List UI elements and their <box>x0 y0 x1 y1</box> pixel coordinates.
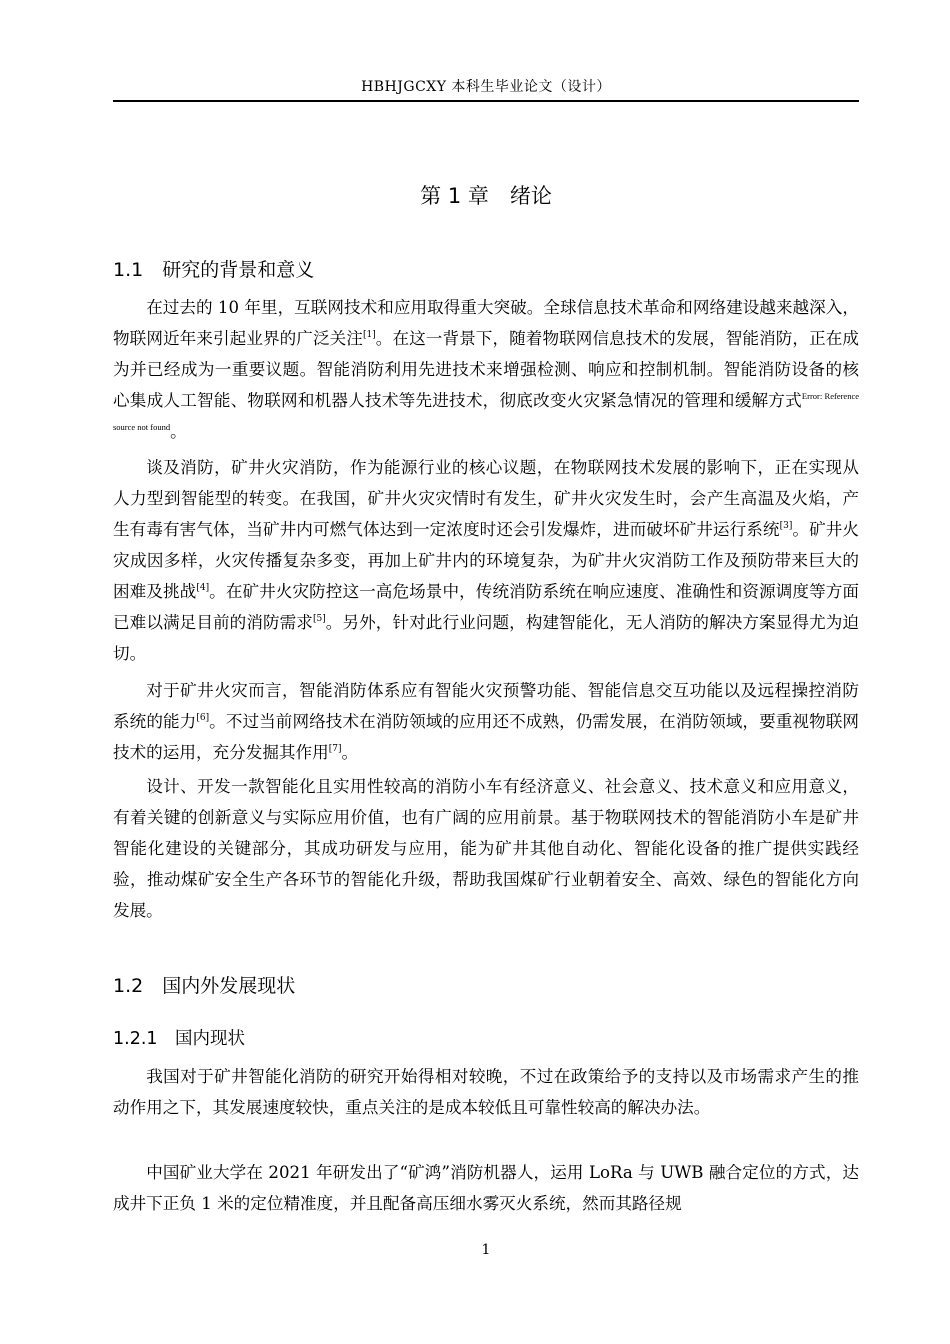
paragraph-3 <box>113 675 859 768</box>
citation: [6] <box>196 713 210 723</box>
paragraph-6: 中国矿业大学在 2021 年研发出了“矿鸿”消防机器人，运用 LoRa 与 UWB 融合定位的方式，达成井下正负 1 米的定位精准度，并且配备高压细水雾灭火系统，然而其路径规 <box>113 1163 859 1213</box>
citation: [5] <box>312 614 326 624</box>
reference-error: Error: Reference source not found <box>113 391 859 432</box>
paragraph-2 <box>113 452 859 669</box>
subsection-number: 1.2.1 <box>113 1029 158 1049</box>
running-header: HBHJGCXY 本科生毕业论文（设计） <box>361 79 611 95</box>
paragraph-text: 。 <box>341 743 359 762</box>
paragraph-1 <box>113 292 859 447</box>
section-heading-1-2 <box>113 971 295 998</box>
paragraph-text: 对于矿井火灾而言，智能消防体系应有智能火灾预警功能、智能信息交互功能以及远程操控消防系统的能力 <box>113 681 859 731</box>
paragraph-4: 设计、开发一款智能化且实用性较高的消防小车有经济意义、社会意义、技术意义和应用意义，有着关键的创新意义与实际应用价值，也有广阔的应用前景。基于物联网技术的智能消防小车是矿井智能化建设的关键部分，其成功研发与应用，能为矿井其他自动化、智能化设备的推广提供实践经验，推动煤矿安全生产各环节的智能化升级，帮助我国煤矿行业朝着安全、高效、绿色的智能化方向发展。 <box>113 777 859 920</box>
paragraph-text: 。在这一背景下，随着物联网信息技术的发展，智能消防，正在成为并已经成为一重要议题。智能消防利用先进技术来增强检测、响应和控制机制。智能消防设备的核心集成人工智能、物联网和机器人技术等先进技术，彻底改变火灾紧急情况的管理和缓解方式 <box>113 329 860 410</box>
paragraph-text: 。矿井火灾成因多样，火灾传播复杂多变，再加上矿井内的环境复杂，为矿井火灾消防工作及预防带来巨大的困难及挑战 <box>113 520 860 601</box>
paragraph-text: 。另外，针对此行业问题，构建智能化，无人消防的解决方案显得尤为迫切。 <box>113 613 860 663</box>
citation: [4] <box>196 583 210 593</box>
header-rule <box>113 100 859 102</box>
paragraph-text: 在过去的 10 年里，互联网技术和应用取得重大突破。全球信息技术革命和网络建设越来越深入，物联网近年来引起业界的广泛关注 <box>113 298 859 348</box>
paragraph-5: 我国对于矿井智能化消防的研究开始得相对较晚，不过在政策给予的支持以及市场需求产生的推动作用之下，其发展速度较快，重点关注的是成本较低且可靠性较高的解决办法。 <box>113 1067 859 1117</box>
citation: [7] <box>328 744 342 754</box>
paragraph-text: 谈及消防，矿井火灾消防，作为能源行业的核心议题，在物联网技术发展的影响下，正在实现从人力型到智能型的转变。在我国，矿井火灾灾情时有发生，矿井火灾发生时，会产生高温及火焰，产生有毒有害气体，当矿井内可燃气体达到一定浓度时还会引发爆炸，进而破坏矿井运行系统 <box>113 458 859 539</box>
section-number: 1.1 <box>113 259 144 281</box>
section-title: 研究的背景和意义 <box>162 259 315 281</box>
chapter-title: 第 1 章 绪论 <box>420 184 552 208</box>
subsection-title: 国内现状 <box>175 1029 246 1049</box>
page-number: 1 <box>481 1242 491 1258</box>
paragraph-text: 。在矿井火灾防控这一高危场景中，传统消防系统在响应速度、准确性和资源调度等方面已难以满足目前的消防需求 <box>113 582 860 632</box>
citation: [3] <box>779 521 793 531</box>
section-heading-1-1 <box>113 255 314 282</box>
paragraph-text: 。不过当前网络技术在消防领域的应用还不成熟，仍需发展，在消防领域，要重视物联网技术的运用，充分发掘其作用 <box>113 712 860 762</box>
citation: [1] <box>362 330 376 340</box>
section-number: 1.2 <box>113 975 144 997</box>
subsection-heading-1-2-1 <box>113 1025 245 1050</box>
section-title: 国内外发展现状 <box>162 975 296 997</box>
paragraph-text: 。 <box>170 422 187 441</box>
